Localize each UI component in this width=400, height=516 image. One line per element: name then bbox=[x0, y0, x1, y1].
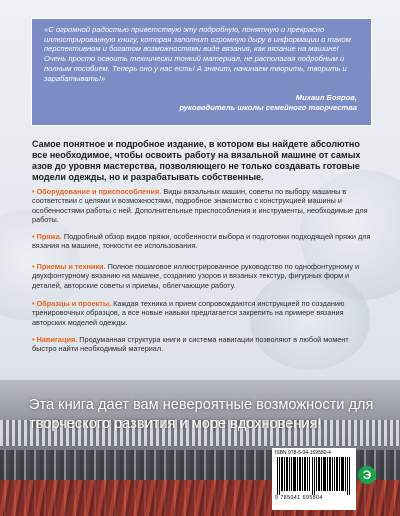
testimonial-author-name: Михаил Бояров, bbox=[295, 93, 357, 102]
feature-body: Продуманная структура книги и система навигации позволяют в любой момент быстро найти необходимый материал. bbox=[32, 335, 349, 354]
barcode-graphic bbox=[275, 457, 353, 495]
isbn-barcode bbox=[272, 448, 356, 510]
book-description-intro: Самое понятное и подробное издание, в котором вы найдете абсолютно все необходимое, чтобы освоить работу на вязальной машине от самых азов до уровня мастерства, позволяющего не только создавать готовые модели одежды, но и разрабатывать собственные. bbox=[32, 139, 361, 182]
isbn-number: ISBN 978-5-04-169580-4 bbox=[275, 450, 331, 456]
promo-tagline: Эта книга дает вам невероятные возможности для творческого развития и море вдохновения! bbox=[29, 397, 374, 432]
testimonial-author bbox=[179, 93, 357, 113]
feature-body: Виды вязальных машин, советы по выбору машины в соответствии с целями и возможностями, подробное знакомство с конструкцией машины и особенностями работы с ней. Дополнительные приспособления и инструменты, необходимые для работы. bbox=[32, 187, 368, 225]
testimonial-author-role: руководитель школы семейного творчества bbox=[179, 103, 357, 112]
feature-body: Подробный обзор видов пряжи, особенности выбора и подготовки подходящей пряжи для вязания на машине, тонкости ее использования. bbox=[32, 232, 371, 251]
testimonial-text: «С огромной радостью приветствую эту подробную, понятную и прекрасно иллюстрированную книгу, которая заполнит огромную дыру в информации о таком перспективном и богатом возможностями виде вязания, как вязание на машине! Очень просто освоить технически тонкий материал, не располагая подробным и полным пособием. Теперь оно у нас есть! А значит, начинаем творить, творить и зарабатывать!» bbox=[44, 25, 351, 83]
feature-heading: • Приемы и техники. bbox=[32, 262, 106, 271]
feature-heading: • Оборудование и приспособления. bbox=[32, 187, 161, 196]
feature-body: Каждая техника и прием сопровождаются инструкцией по созданию тренировочных образцов, а все новые навыки предлагается закрепить на примере вязания авторских моделей одежды. bbox=[32, 299, 345, 327]
feature-heading: • Навигация. bbox=[32, 335, 77, 344]
feature-heading: • Образцы и проекты. bbox=[32, 299, 111, 308]
testimonial-quote-box bbox=[31, 18, 372, 126]
feature-body: Полное пошаговое иллюстрированное руководство по однофонтурному и двухфонтурному вязанию на машине, созданию узоров и вязаных текстур, фигурных форм и деталей, авторские советы и приемы, облегчающие работу. bbox=[32, 262, 360, 290]
feature-section-samples bbox=[32, 299, 372, 327]
feature-section-yarn bbox=[32, 232, 372, 251]
feature-section-navigation bbox=[32, 335, 372, 354]
feature-section-techniques bbox=[32, 262, 372, 290]
barcode-digits: 9 785041 695804 bbox=[275, 495, 323, 501]
feature-section-equipment bbox=[32, 187, 372, 225]
publisher-logo: Э bbox=[358, 466, 376, 484]
feature-heading: • Пряжа. bbox=[32, 232, 62, 241]
